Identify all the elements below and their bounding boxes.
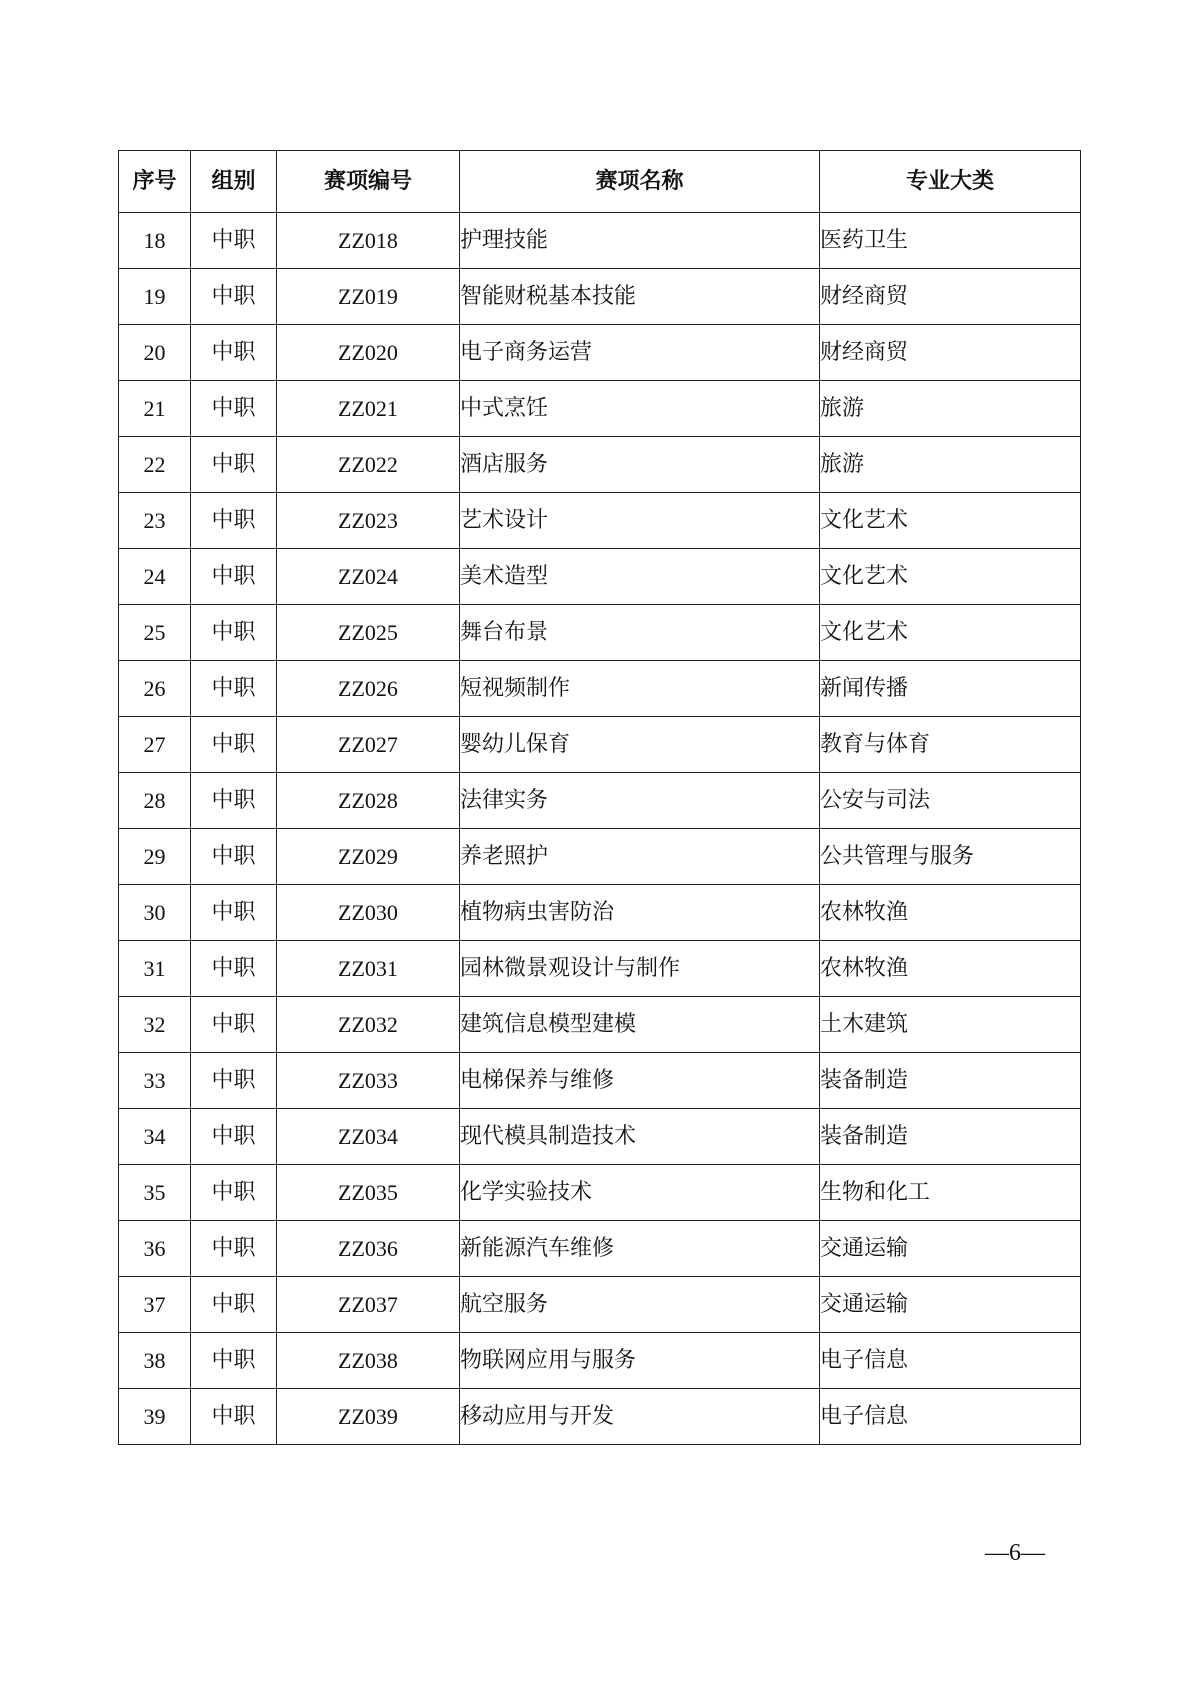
cell-event-name: 航空服务 — [460, 1277, 820, 1333]
cell-major-category: 农林牧渔 — [820, 941, 1081, 997]
competition-table — [118, 150, 1081, 1445]
table-row — [119, 1165, 1081, 1221]
table-row — [119, 1333, 1081, 1389]
cell-event-code: ZZ036 — [277, 1221, 460, 1277]
cell-event-name: 智能财税基本技能 — [460, 269, 820, 325]
cell-serial: 29 — [119, 829, 191, 885]
cell-serial: 37 — [119, 1277, 191, 1333]
cell-group: 中职 — [191, 605, 277, 661]
cell-serial: 19 — [119, 269, 191, 325]
cell-event-code: ZZ038 — [277, 1333, 460, 1389]
table-row — [119, 1277, 1081, 1333]
cell-group: 中职 — [191, 1221, 277, 1277]
cell-serial: 38 — [119, 1333, 191, 1389]
cell-group: 中职 — [191, 325, 277, 381]
header-group: 组别 — [191, 151, 277, 213]
cell-major-category: 财经商贸 — [820, 325, 1081, 381]
cell-event-code: ZZ030 — [277, 885, 460, 941]
cell-event-name: 婴幼儿保育 — [460, 717, 820, 773]
cell-event-code: ZZ035 — [277, 1165, 460, 1221]
cell-event-name: 美术造型 — [460, 549, 820, 605]
cell-serial: 21 — [119, 381, 191, 437]
table-row — [119, 997, 1081, 1053]
cell-event-code: ZZ023 — [277, 493, 460, 549]
cell-event-code: ZZ024 — [277, 549, 460, 605]
page-number: —6— — [985, 1540, 1045, 1566]
cell-major-category: 交通运输 — [820, 1221, 1081, 1277]
cell-event-code: ZZ019 — [277, 269, 460, 325]
cell-major-category: 教育与体育 — [820, 717, 1081, 773]
cell-event-code: ZZ025 — [277, 605, 460, 661]
cell-serial: 25 — [119, 605, 191, 661]
cell-group: 中职 — [191, 549, 277, 605]
cell-group: 中职 — [191, 1277, 277, 1333]
cell-event-code: ZZ027 — [277, 717, 460, 773]
cell-group: 中职 — [191, 1165, 277, 1221]
cell-serial: 26 — [119, 661, 191, 717]
cell-event-code: ZZ031 — [277, 941, 460, 997]
cell-event-name: 物联网应用与服务 — [460, 1333, 820, 1389]
cell-group: 中职 — [191, 997, 277, 1053]
cell-event-name: 电子商务运营 — [460, 325, 820, 381]
cell-major-category: 电子信息 — [820, 1333, 1081, 1389]
cell-major-category: 电子信息 — [820, 1389, 1081, 1445]
cell-major-category: 文化艺术 — [820, 549, 1081, 605]
cell-group: 中职 — [191, 829, 277, 885]
table-row — [119, 1221, 1081, 1277]
cell-event-name: 短视频制作 — [460, 661, 820, 717]
table-body — [119, 213, 1081, 1445]
table-row — [119, 773, 1081, 829]
cell-serial: 33 — [119, 1053, 191, 1109]
cell-major-category: 文化艺术 — [820, 493, 1081, 549]
cell-major-category: 装备制造 — [820, 1053, 1081, 1109]
table-row — [119, 829, 1081, 885]
cell-event-name: 艺术设计 — [460, 493, 820, 549]
cell-event-name: 园林微景观设计与制作 — [460, 941, 820, 997]
cell-major-category: 生物和化工 — [820, 1165, 1081, 1221]
cell-event-code: ZZ039 — [277, 1389, 460, 1445]
cell-event-name: 新能源汽车维修 — [460, 1221, 820, 1277]
cell-event-code: ZZ022 — [277, 437, 460, 493]
cell-serial: 36 — [119, 1221, 191, 1277]
cell-major-category: 医药卫生 — [820, 213, 1081, 269]
cell-event-name: 电梯保养与维修 — [460, 1053, 820, 1109]
cell-event-code: ZZ033 — [277, 1053, 460, 1109]
cell-event-name: 植物病虫害防治 — [460, 885, 820, 941]
cell-event-code: ZZ034 — [277, 1109, 460, 1165]
cell-event-name: 酒店服务 — [460, 437, 820, 493]
cell-major-category: 土木建筑 — [820, 997, 1081, 1053]
table-row — [119, 549, 1081, 605]
cell-group: 中职 — [191, 381, 277, 437]
cell-major-category: 公安与司法 — [820, 773, 1081, 829]
cell-group: 中职 — [191, 1389, 277, 1445]
cell-event-name: 建筑信息模型建模 — [460, 997, 820, 1053]
cell-group: 中职 — [191, 661, 277, 717]
cell-group: 中职 — [191, 1109, 277, 1165]
cell-major-category: 交通运输 — [820, 1277, 1081, 1333]
table-row — [119, 717, 1081, 773]
cell-major-category: 新闻传播 — [820, 661, 1081, 717]
cell-event-code: ZZ037 — [277, 1277, 460, 1333]
cell-event-code: ZZ028 — [277, 773, 460, 829]
cell-group: 中职 — [191, 493, 277, 549]
cell-event-name: 中式烹饪 — [460, 381, 820, 437]
table-row — [119, 1389, 1081, 1445]
cell-group: 中职 — [191, 1333, 277, 1389]
cell-serial: 35 — [119, 1165, 191, 1221]
header-event-name: 赛项名称 — [460, 151, 820, 213]
cell-serial: 24 — [119, 549, 191, 605]
cell-serial: 31 — [119, 941, 191, 997]
cell-event-name: 养老照护 — [460, 829, 820, 885]
cell-serial: 28 — [119, 773, 191, 829]
table-row — [119, 885, 1081, 941]
cell-major-category: 旅游 — [820, 381, 1081, 437]
table-row — [119, 493, 1081, 549]
cell-serial: 34 — [119, 1109, 191, 1165]
cell-serial: 30 — [119, 885, 191, 941]
cell-group: 中职 — [191, 885, 277, 941]
cell-event-name: 移动应用与开发 — [460, 1389, 820, 1445]
cell-event-code: ZZ018 — [277, 213, 460, 269]
table-header-row — [119, 151, 1081, 213]
cell-serial: 39 — [119, 1389, 191, 1445]
header-major-category: 专业大类 — [820, 151, 1081, 213]
cell-major-category: 财经商贸 — [820, 269, 1081, 325]
cell-serial: 32 — [119, 997, 191, 1053]
table-row — [119, 269, 1081, 325]
header-event-code: 赛项编号 — [277, 151, 460, 213]
cell-serial: 22 — [119, 437, 191, 493]
cell-group: 中职 — [191, 773, 277, 829]
cell-event-code: ZZ026 — [277, 661, 460, 717]
cell-event-name: 化学实验技术 — [460, 1165, 820, 1221]
cell-event-code: ZZ020 — [277, 325, 460, 381]
cell-group: 中职 — [191, 269, 277, 325]
table-row — [119, 381, 1081, 437]
header-serial: 序号 — [119, 151, 191, 213]
table-row — [119, 437, 1081, 493]
cell-major-category: 农林牧渔 — [820, 885, 1081, 941]
cell-event-name: 法律实务 — [460, 773, 820, 829]
cell-group: 中职 — [191, 213, 277, 269]
table-row — [119, 1053, 1081, 1109]
cell-serial: 20 — [119, 325, 191, 381]
cell-event-code: ZZ029 — [277, 829, 460, 885]
table-row — [119, 605, 1081, 661]
cell-event-name: 现代模具制造技术 — [460, 1109, 820, 1165]
cell-major-category: 装备制造 — [820, 1109, 1081, 1165]
cell-group: 中职 — [191, 717, 277, 773]
cell-major-category: 旅游 — [820, 437, 1081, 493]
table-row — [119, 1109, 1081, 1165]
cell-group: 中职 — [191, 941, 277, 997]
cell-event-name: 护理技能 — [460, 213, 820, 269]
table-row — [119, 325, 1081, 381]
cell-event-name: 舞台布景 — [460, 605, 820, 661]
cell-major-category: 公共管理与服务 — [820, 829, 1081, 885]
table-row — [119, 661, 1081, 717]
table-row — [119, 213, 1081, 269]
cell-group: 中职 — [191, 437, 277, 493]
cell-serial: 23 — [119, 493, 191, 549]
cell-event-code: ZZ032 — [277, 997, 460, 1053]
table-row — [119, 941, 1081, 997]
cell-serial: 27 — [119, 717, 191, 773]
cell-serial: 18 — [119, 213, 191, 269]
cell-major-category: 文化艺术 — [820, 605, 1081, 661]
cell-event-code: ZZ021 — [277, 381, 460, 437]
cell-group: 中职 — [191, 1053, 277, 1109]
